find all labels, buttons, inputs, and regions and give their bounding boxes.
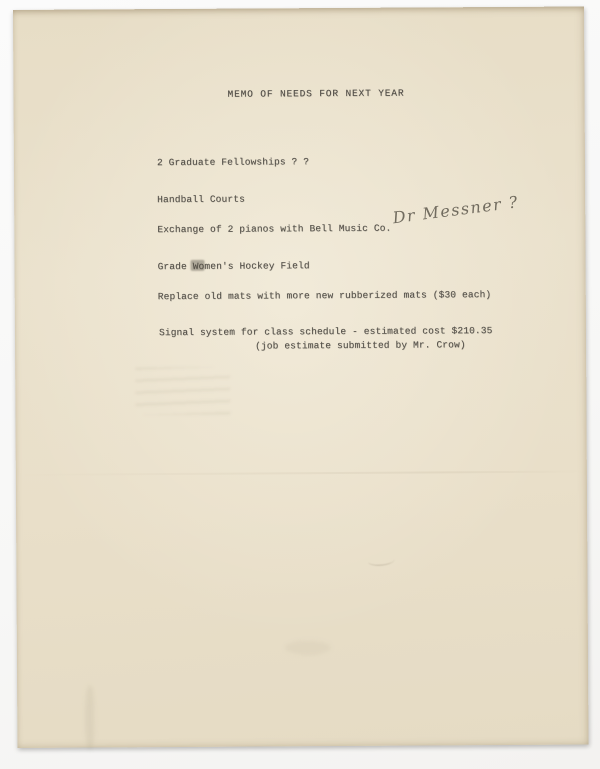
paper-pencil-mark <box>368 556 394 566</box>
memo-item-rubberized-mats: Replace old mats with more new rubberized mats ($30 each) <box>157 289 492 303</box>
memo-item-graduate-fellowships: 2 Graduate Fellowships ? ? <box>156 156 310 169</box>
paper-streak-stain <box>85 686 94 750</box>
memo-page <box>13 7 588 748</box>
memo-item-signal-system: Signal system for class schedule - estimated cost $210.35 <box>158 325 493 339</box>
typewriter-overstrike-mark <box>191 260 205 271</box>
memo-item-piano-exchange: Exchange of 2 pianos with Bell Music Co. <box>157 222 392 236</box>
paper-crease-line <box>16 471 587 476</box>
handwritten-annotation: Dr Messner ? <box>391 192 520 228</box>
memo-item-handball-courts: Handball Courts <box>157 193 245 206</box>
memo-item-signal-system-note: (job estimate submitted by Mr. Crow) <box>255 339 466 352</box>
paper-bleedthrough-stain <box>135 367 230 416</box>
paper-smudge-stain <box>285 640 331 655</box>
memo-title: MEMO OF NEEDS FOR NEXT YEAR <box>227 87 405 100</box>
memo-item-hockey-field: Grade Women's Hockey Field <box>157 260 310 273</box>
